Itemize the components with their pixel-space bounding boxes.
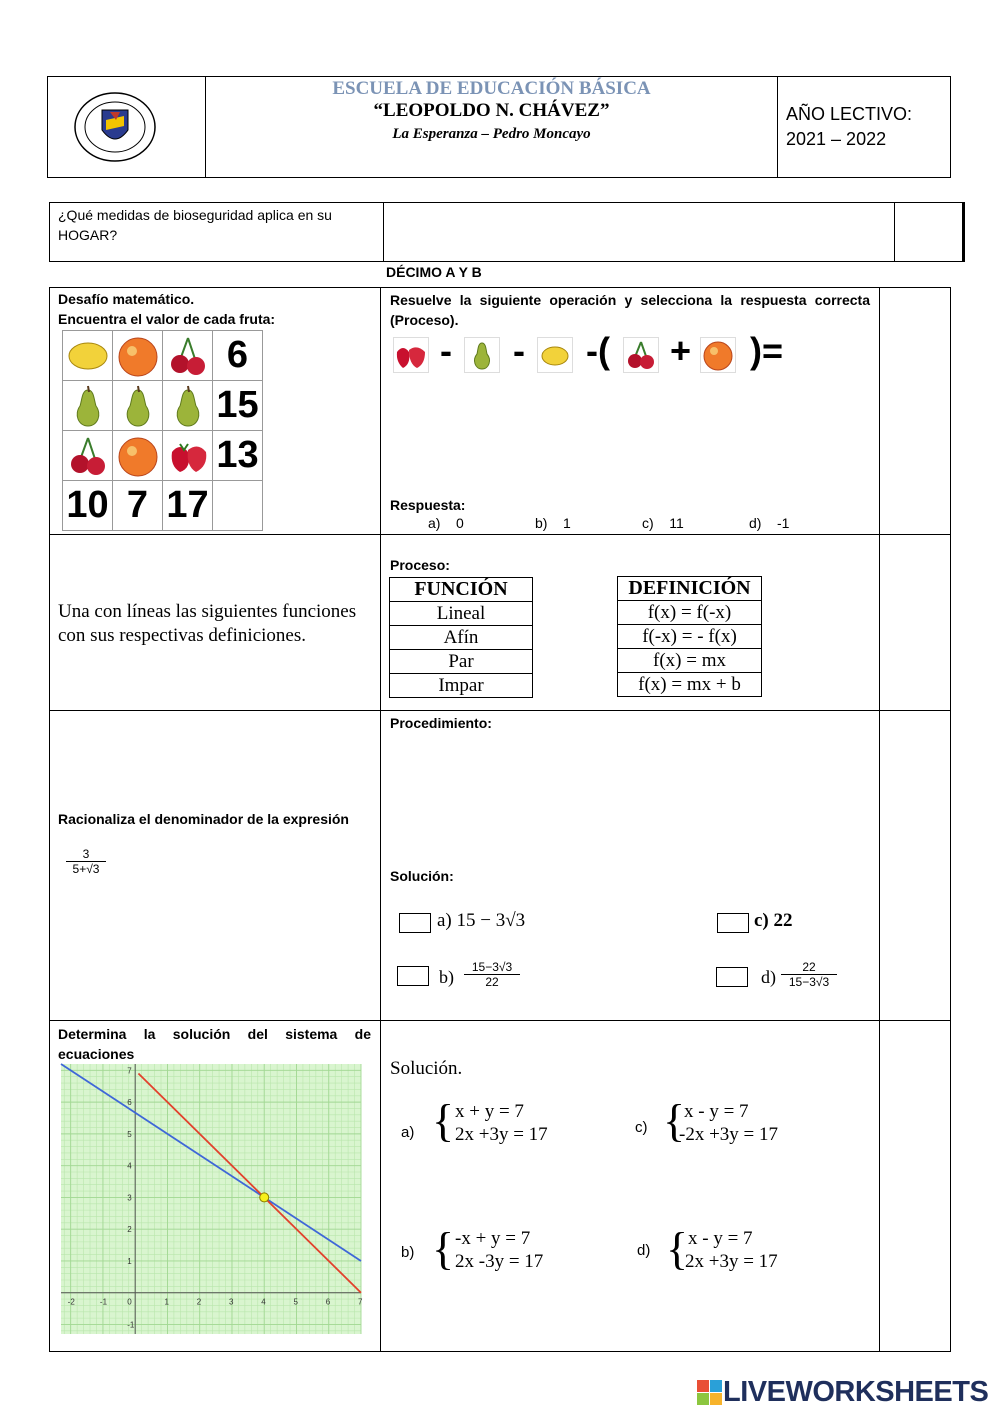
function-item[interactable]: Afín [390,626,533,650]
brace-icon: { [666,1223,689,1274]
year-label: AÑO LECTIVO: [786,104,913,124]
cherry-icon [63,431,113,481]
strawberry-icon [163,431,213,481]
apple-icon [113,431,163,481]
y-tick-label: 1 [127,1256,132,1266]
option-b-checkbox[interactable] [397,966,429,986]
eq-op-1: - [440,330,452,371]
system-option-c-label[interactable]: c) [635,1119,648,1136]
year-value: 2021 – 2022 [786,129,887,149]
option-b-numerator: 15−3√3 [464,960,520,975]
challenge-subtitle: Encuentra el valor de cada fruta: [58,311,276,327]
y-tick-label: 6 [127,1098,132,1108]
answer-label: Respuesta: [390,497,466,513]
option-d-denominator: 15−3√3 [788,975,830,989]
x-tick-label: 1 [164,1297,169,1307]
fraction-numerator: 3 [66,847,106,862]
cherry-icon [163,331,213,381]
system-solution-label: Solución. [390,1058,463,1079]
answer-option-c[interactable]: c) 11 [642,515,684,531]
pear-icon [163,381,213,431]
x-tick-label: -2 [67,1297,75,1307]
lemon-icon [537,337,573,373]
option-b-fraction [464,960,520,989]
footer-brand: LIVEWORKSHEETS [723,1376,989,1408]
brace-icon: { [663,1095,686,1146]
system-option-b-label[interactable]: b) [401,1244,415,1261]
system-a-eq2: 2x +3y = 17 [455,1124,548,1145]
x-tick-label: 7 [358,1297,363,1307]
grid-num-r1: 6 [213,331,263,381]
option-d-letter: d) [761,967,776,987]
challenge-title: Desafío matemático. [58,291,195,307]
functions-prompt: Una con líneas las siguientes funciones con sus respectivas definiciones. [58,601,357,646]
system-c-eq2: -2x +3y = 17 [679,1124,779,1145]
grid-num-r3: 13 [213,431,263,481]
definition-header: DEFINICIÓN [618,577,762,601]
option-a-text: a) 15 − 3√3 [437,910,526,931]
liveworksheets-logo-icon [697,1380,721,1404]
school-logo [72,90,158,164]
system-graph [61,1064,361,1334]
system-d-eq2: 2x +3y = 17 [685,1251,778,1272]
school-line1: ESCUELA DE EDUCACIÓN BÁSICA [332,78,651,99]
definition-item[interactable]: f(x) = mx + b [618,673,762,697]
grade-label: DÉCIMO A Y B [386,264,482,280]
brace-icon: { [432,1095,455,1146]
function-table [389,577,533,698]
x-tick-label: 2 [196,1297,202,1307]
x-tick-label: 0 [127,1297,132,1307]
option-b-letter: b) [439,967,454,987]
y-tick-label: 5 [127,1129,132,1139]
system-b-eq1: -x + y = 7 [455,1228,531,1249]
y-tick-label: 3 [127,1193,132,1203]
x-tick-label: 5 [293,1297,298,1307]
eq-op-5: )= [750,330,784,371]
function-item[interactable]: Par [390,650,533,674]
challenge-instruction: Resuelve la siguiente operación y selecciona la respuesta correcta (Proceso). [390,292,870,328]
answer-option-d[interactable]: d) -1 [749,515,790,531]
function-item[interactable]: Impar [390,674,533,698]
x-tick-label: 6 [325,1297,331,1307]
eq-op-2: - [513,330,525,371]
cherry-icon [623,337,659,373]
x-tick-label: 3 [228,1297,234,1307]
intersection-point [260,1193,269,1202]
process-label: Proceso: [390,557,450,573]
definition-item[interactable]: f(-x) = - f(x) [618,625,762,649]
grid-empty-cell [213,481,263,531]
option-c-text: c) 22 [754,910,793,931]
system-option-a-label[interactable]: a) [401,1124,415,1141]
school-line2: “LEOPOLDO N. CHÁVEZ” [373,100,610,121]
x-tick-label: -1 [99,1297,108,1307]
option-d-checkbox[interactable] [716,967,748,987]
grid-num-c3: 17 [163,481,213,531]
answer-option-b[interactable]: b) 1 [535,515,571,531]
eq-op-3: -( [586,330,610,371]
eq-op-4: + [670,330,692,371]
system-option-d-label[interactable]: d) [637,1242,651,1259]
strawberry-icon [393,337,429,373]
y-tick-label: 2 [127,1225,132,1235]
solution-label: Solución: [390,868,454,884]
grid-num-c2: 7 [113,481,163,531]
answer-option-a[interactable]: a) 0 [428,515,464,531]
option-d-fraction [781,960,837,989]
option-d-numerator: 22 [781,960,837,975]
system-c-eq1: x - y = 7 [684,1101,749,1122]
y-tick-label: -1 [127,1320,135,1330]
y-tick-label: 7 [127,1066,132,1076]
x-tick-label: 4 [261,1297,266,1307]
function-item[interactable]: Lineal [390,602,533,626]
option-a-checkbox[interactable] [399,913,431,933]
pear-icon [63,381,113,431]
option-c-checkbox[interactable] [717,913,749,933]
system-a-eq1: x + y = 7 [455,1101,524,1122]
grid-num-r2: 15 [213,381,263,431]
definition-table [617,576,762,697]
question1-text: ¿Qué medidas de bioseguridad aplica en su HOGAR? [58,207,332,243]
apple-icon [700,337,736,373]
rationalize-fraction [66,847,106,876]
function-header: FUNCIÓN [390,578,533,602]
rationalize-prompt: Racionaliza el denominador de la expresión [58,811,349,827]
fruit-grid [62,330,263,531]
y-tick-label: 4 [127,1161,132,1171]
brace-icon: { [432,1223,455,1274]
fraction-denominator: 5+√3 [72,862,100,876]
pear-icon [113,381,163,431]
option-b-denominator: 22 [485,975,499,989]
definition-item[interactable]: f(x) = mx [618,649,762,673]
lemon-icon [63,331,113,381]
procedure-label: Procedimiento: [390,715,492,731]
question1-answer-field[interactable] [384,203,894,261]
system-b-eq2: 2x -3y = 17 [455,1251,544,1272]
system-prompt: Determina la solución del sistema de ecuaciones [58,1026,371,1062]
apple-icon [113,331,163,381]
definition-item[interactable]: f(x) = f(-x) [618,601,762,625]
system-d-eq1: x - y = 7 [688,1228,753,1249]
school-line3: La Esperanza – Pedro Moncayo [392,126,591,142]
grid-num-c1: 10 [63,481,113,531]
pear-icon [464,337,500,373]
